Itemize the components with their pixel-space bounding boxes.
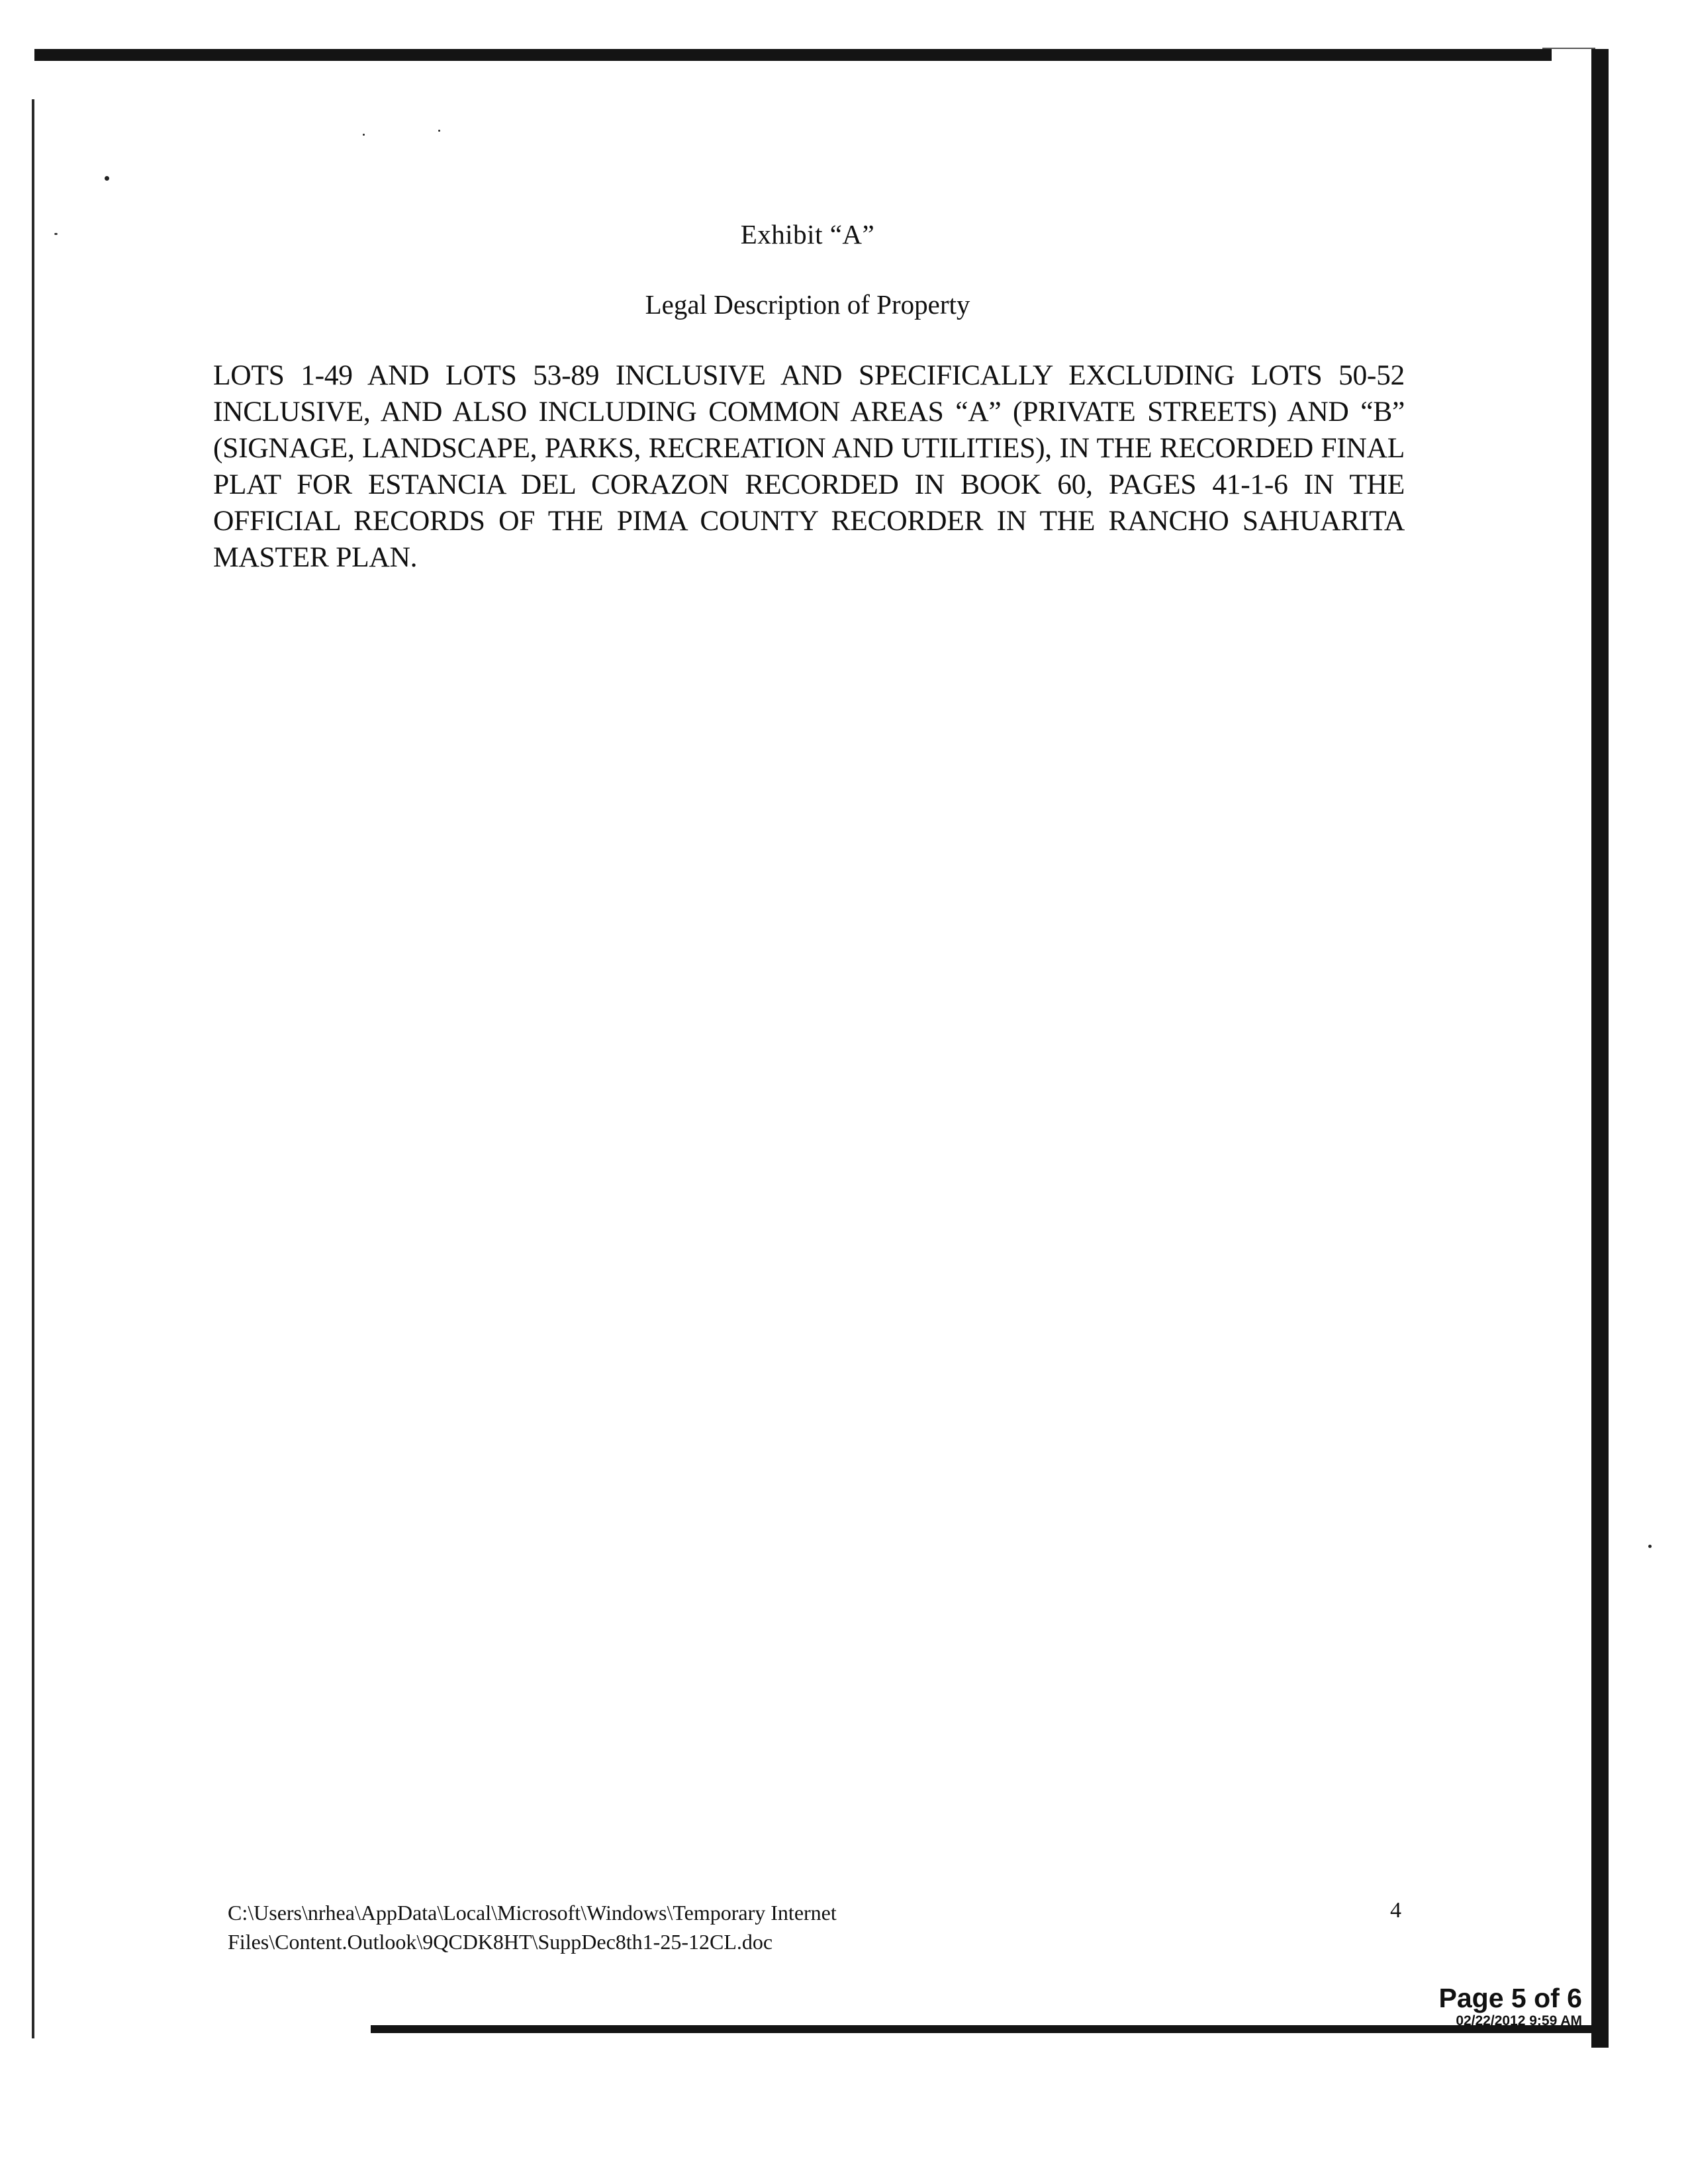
stamp-page-label: Page 5 of 6 xyxy=(1438,1983,1582,2013)
footer-page-number: 4 xyxy=(1390,1898,1401,1923)
scan-speck xyxy=(105,176,109,181)
file-path-line: Files\Content.Outlook\9QCDK8HT\SuppDec8th1-25-12CL.doc xyxy=(228,1930,773,1954)
footer-file-path xyxy=(228,1898,1221,1956)
file-path-line: C:\Users\nrhea\AppData\Local\Microsoft\Windows\Temporary Internet xyxy=(228,1901,837,1925)
exhibit-title: Exhibit “A” xyxy=(740,219,875,250)
scan-speck xyxy=(438,130,440,132)
scan-border-left xyxy=(32,99,34,2038)
scan-border-right xyxy=(1591,49,1609,2048)
scan-edge-line xyxy=(1542,48,1595,49)
legal-description-paragraph: LOTS 1-49 AND LOTS 53-89 INCLUSIVE AND SPECIFICALLY EXCLUDING LOTS 50-52 INCLUSIVE, AND ALSO INCLUDING COMMON AREAS “A” (PRIVATE STREETS) AND “B” (SIGNAGE, LANDSCAPE, PARKS, RECREATION AND UTILITIES), IN THE RECORDED FINAL PLAT FOR ESTANCIA DEL CORAZON RECORDED IN BOOK 60, PAGES 41-1-6 IN THE OFFICIAL RECORDS OF THE PIMA COUNTY RECORDER IN THE RANCHO SAHUARITA MASTER PLAN. xyxy=(213,359,1405,573)
scan-border-top xyxy=(34,49,1552,61)
exhibit-subtitle: Legal Description of Property xyxy=(645,289,970,320)
scan-speck xyxy=(1648,1545,1652,1548)
recorder-stamp xyxy=(1383,1983,1582,2029)
scan-speck xyxy=(363,134,365,136)
stamp-datetime: 02/22/2012 9:59 AM xyxy=(1456,2013,1582,2028)
